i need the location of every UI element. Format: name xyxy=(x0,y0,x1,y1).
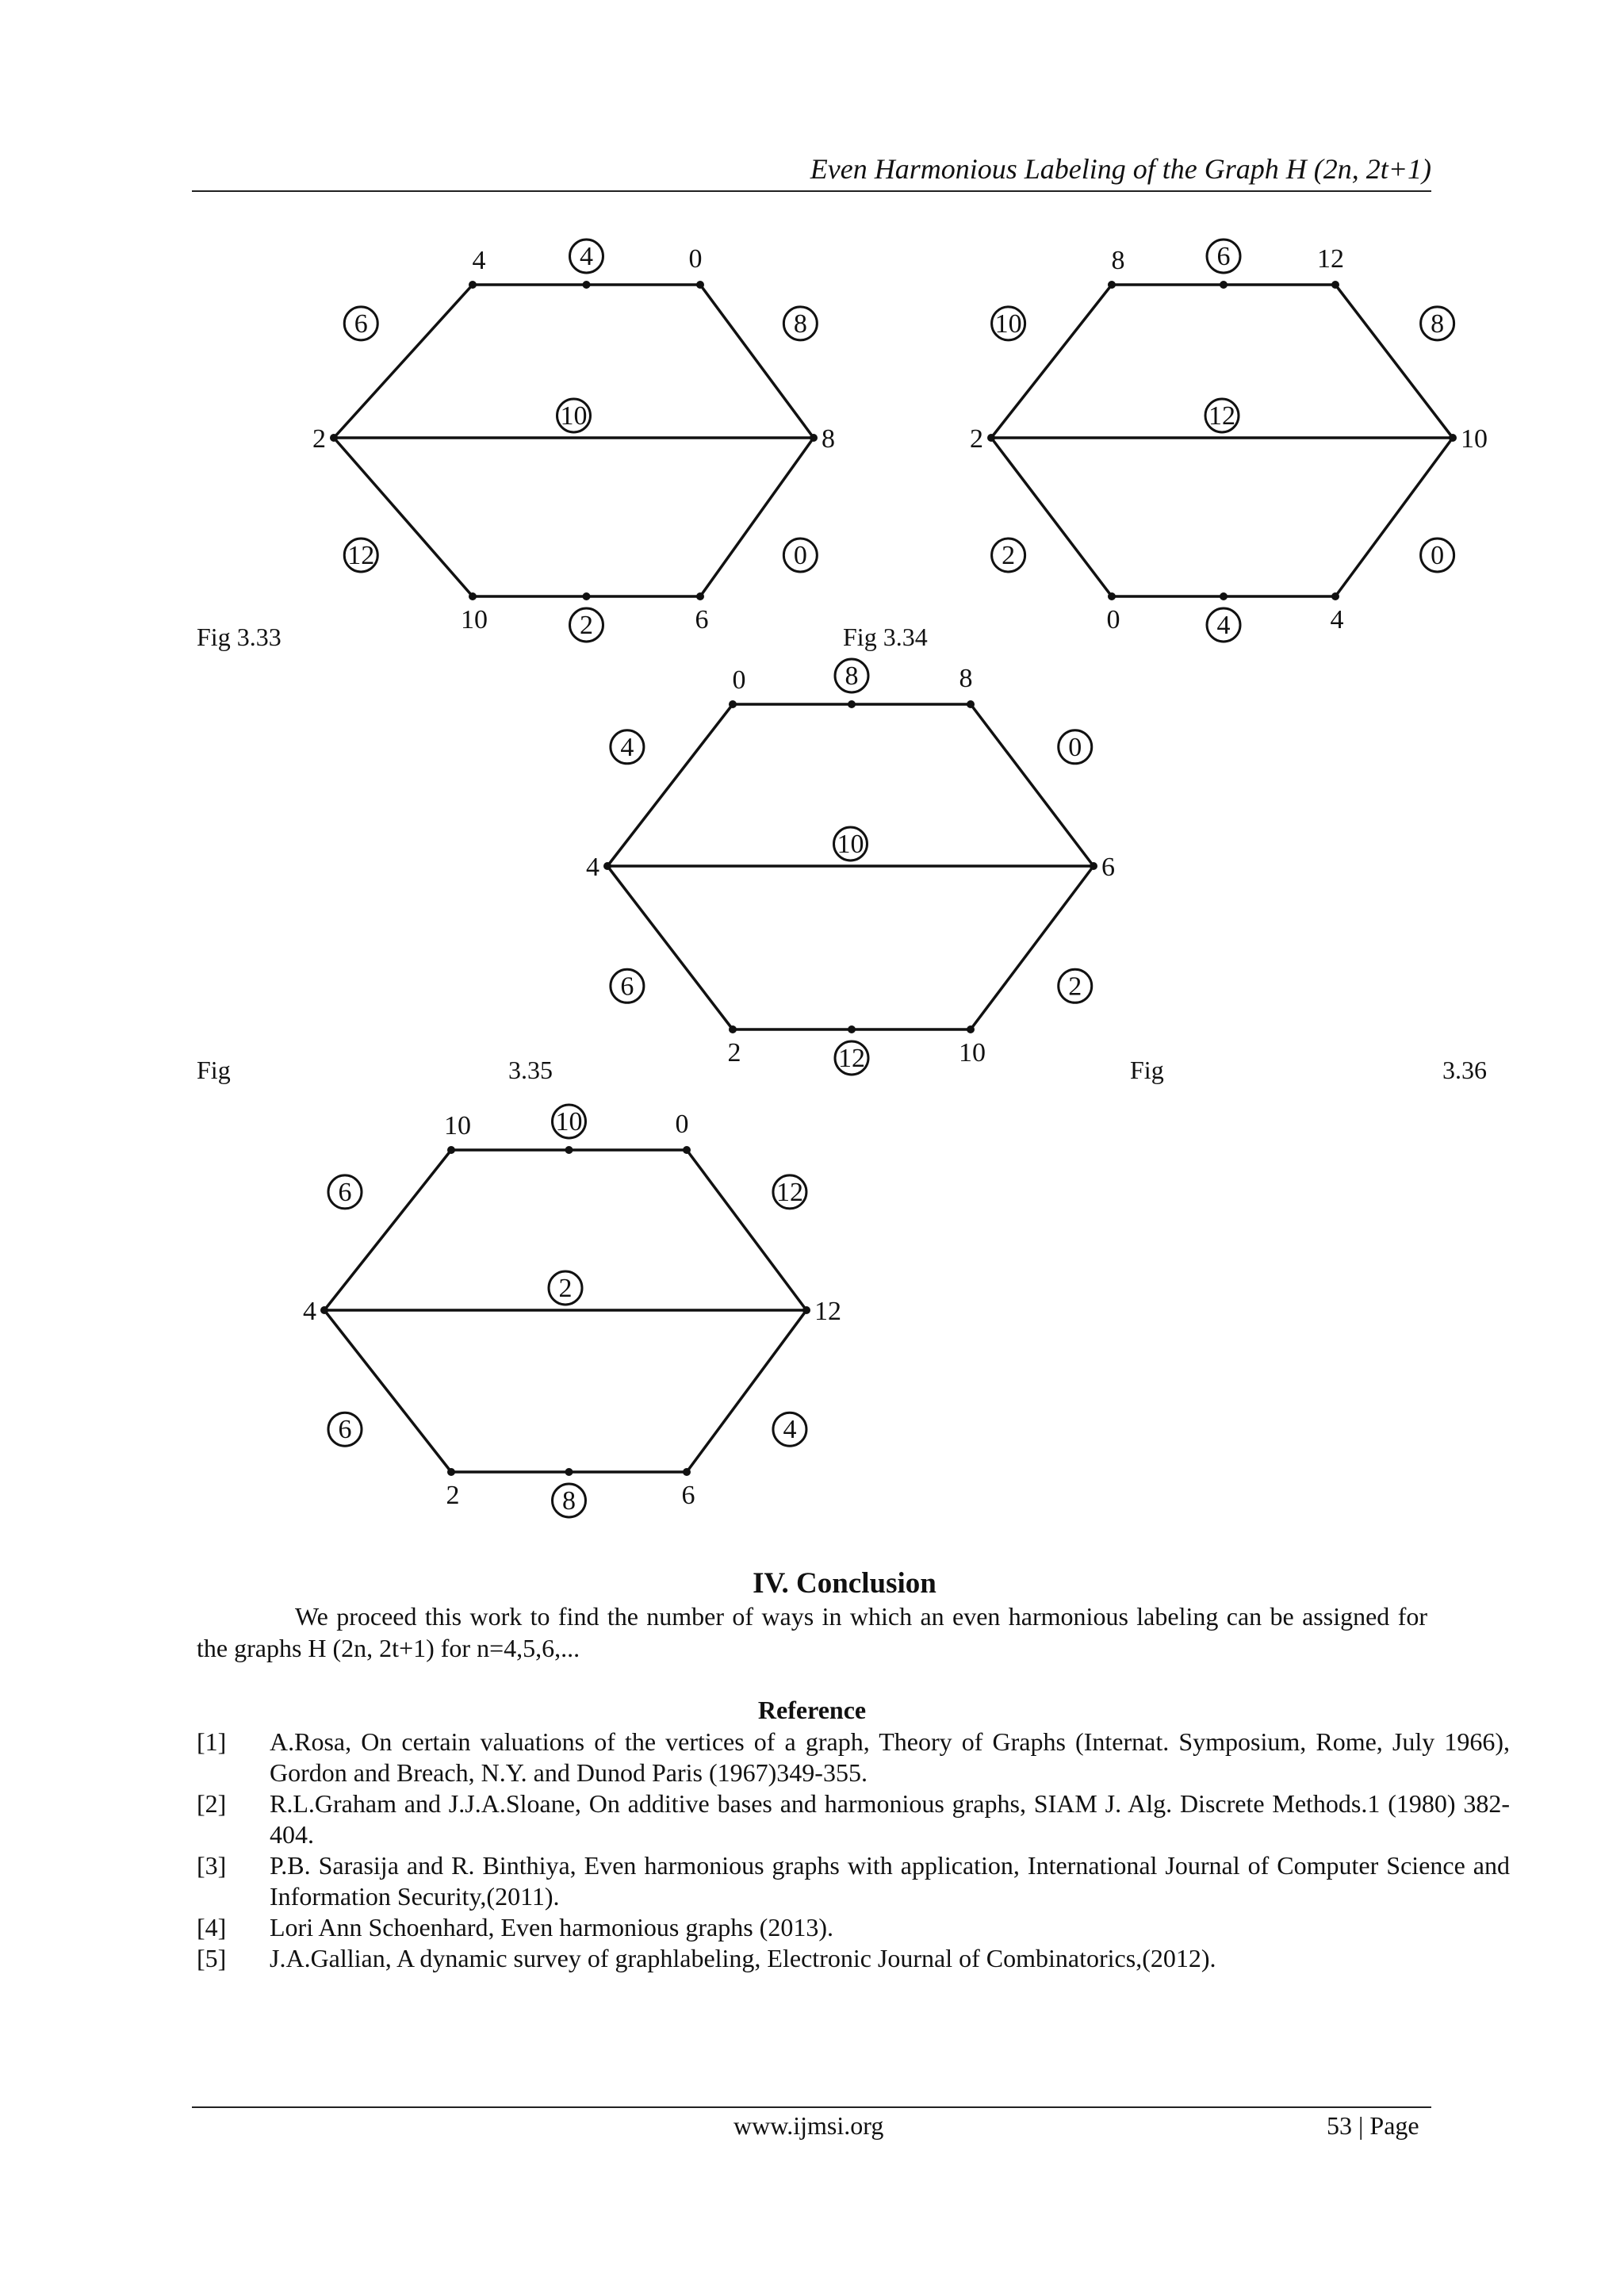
footer-page-number: 53 | Page xyxy=(1327,2111,1419,2140)
fig-3-35-edge-r-br xyxy=(971,866,1094,1029)
fig-3-35-edge-l-tl xyxy=(607,704,733,866)
reference-number: [3] xyxy=(197,1851,227,1880)
fig-3-34-vertex-dot xyxy=(987,434,995,442)
fig-3-36-vertex-label-bottom-right: 6 xyxy=(681,1481,695,1510)
fig-3-35-vertex-label-right: 6 xyxy=(1101,853,1115,882)
fig-3-35-vertex-dot xyxy=(967,700,975,708)
fig-3-35-edge-label-top-right: 0 xyxy=(1068,732,1082,762)
caption-fig-3-35-prefix: Fig xyxy=(197,1056,231,1084)
reference-text: A.Rosa, On certain valuations of the vertices of a graph, Theory of Graphs (Internat. Symposium, Rome, July 1966), Gordon and Breach, N.Y. and Dunod Paris (1967)349-355. xyxy=(270,1727,1510,1787)
fig-3-35-vertex-label-top-right: 8 xyxy=(959,664,973,693)
reference-item xyxy=(197,1727,1510,1788)
fig-3-36-edge-label-middle: 2 xyxy=(558,1274,573,1303)
fig-3-34-edge-label-top-right: 8 xyxy=(1431,309,1445,339)
fig-3-33-edge-label-bottom: 2 xyxy=(580,611,593,640)
fig-3-34-edge-label-top: 6 xyxy=(1216,242,1231,271)
fig-3-33-vertex-label-top-right: 0 xyxy=(688,244,703,274)
caption-fig-3-35-number: 3.35 xyxy=(508,1056,553,1084)
fig-3-33-vertex-dot xyxy=(469,281,477,289)
caption-fig-3-33: Fig 3.33 xyxy=(197,623,282,651)
reference-number: [1] xyxy=(197,1727,227,1756)
fig-3-34-vertex-label-left: 2 xyxy=(970,424,983,454)
fig-3-34-vertex-label-bottom-left: 0 xyxy=(1106,605,1120,634)
fig-3-34-vertex-label-right: 10 xyxy=(1461,424,1488,454)
fig-3-34-vertex-dot xyxy=(1108,281,1116,289)
fig-3-36-vertex-dot xyxy=(447,1146,455,1154)
reference-text: J.A.Gallian, A dynamic survey of graphlabeling, Electronic Journal of Combinatorics,(2012). xyxy=(270,1944,1216,1972)
fig-3-33-vertex-dot xyxy=(330,434,338,442)
fig-3-34-edge-label-bottom: 4 xyxy=(1216,611,1231,640)
fig-3-34-vertex-dot xyxy=(1220,592,1228,600)
fig-3-33-vertex-dot xyxy=(696,281,704,289)
reference-number: [2] xyxy=(197,1789,227,1818)
fig-3-36-vertex-dot xyxy=(447,1468,455,1476)
reference-heading: Reference xyxy=(757,1696,867,1724)
fig-3-33-edge-label-top-left: 6 xyxy=(354,309,368,339)
fig-3-36-edge-l-tl xyxy=(324,1150,451,1310)
fig-3-35-vertex-label-left: 4 xyxy=(586,853,599,882)
reference-item xyxy=(197,1943,1510,1974)
fig-3-34-vertex-dot xyxy=(1220,281,1228,289)
reference-number: [5] xyxy=(197,1944,227,1972)
fig-3-34-edge-label-top-left: 10 xyxy=(994,309,1022,339)
fig-3-35-edge-label-bottom-right: 2 xyxy=(1068,972,1082,1002)
fig-3-35-edge-label-top: 8 xyxy=(845,661,859,691)
fig-3-34-vertex-dot xyxy=(1449,434,1457,442)
footer-url: www.ijmsi.org xyxy=(733,2111,884,2140)
reference-item xyxy=(197,1850,1510,1912)
caption-fig-3-34: Fig 3.34 xyxy=(843,623,928,651)
fig-3-36-vertex-label-top-left: 10 xyxy=(444,1111,471,1140)
fig-3-35-vertex-dot xyxy=(603,862,611,870)
reference-number: [4] xyxy=(197,1913,227,1941)
fig-3-35-edge-label-top-left: 4 xyxy=(620,732,634,762)
fig-3-35-vertex-dot xyxy=(729,1025,737,1033)
fig-3-36-vertex-label-right: 12 xyxy=(814,1297,841,1326)
section-heading: IV. Conclusion xyxy=(753,1567,936,1600)
reference-item xyxy=(197,1912,1510,1943)
fig-3-33-edge-label-bottom-left: 12 xyxy=(347,541,375,570)
fig-3-33-edge-label-middle: 10 xyxy=(560,401,588,431)
fig-3-33-vertex-dot xyxy=(469,592,477,600)
fig-3-33-vertex-label-right: 8 xyxy=(822,424,835,454)
fig-3-36-edge-label-bottom-right: 4 xyxy=(783,1415,797,1445)
fig-3-35-vertex-dot xyxy=(729,700,737,708)
fig-3-33-edge-label-bottom-right: 0 xyxy=(793,541,807,570)
fig-3-33-vertex-dot xyxy=(583,592,591,600)
fig-3-33-vertex-dot xyxy=(583,281,591,289)
fig-3-36-vertex-label-left: 4 xyxy=(303,1297,316,1326)
fig-3-36-vertex-dot xyxy=(802,1306,810,1314)
fig-3-36-vertex-label-top-right: 0 xyxy=(675,1110,689,1139)
fig-3-36-vertex-dot xyxy=(565,1146,573,1154)
fig-3-35-edge-label-bottom: 12 xyxy=(838,1044,865,1073)
reference-text: Lori Ann Schoenhard, Even harmonious graphs (2013). xyxy=(270,1913,833,1941)
fig-3-35-edge-bl-l xyxy=(607,866,733,1029)
fig-3-36-edge-tr-r xyxy=(687,1150,806,1310)
fig-3-36-edge-label-top-left: 6 xyxy=(338,1177,352,1207)
fig-3-36-edge-label-bottom-left: 6 xyxy=(338,1415,352,1445)
fig-3-36-edge-r-br xyxy=(687,1310,806,1472)
conclusion-paragraph: We proceed this work to find the number of ways in which an even harmonious labeling can be assigned for the graphs H (2n, 2t+1) for n=4,5,6,... xyxy=(197,1602,1427,1662)
fig-3-33-vertex-label-top-left: 4 xyxy=(472,246,486,275)
fig-3-34-vertex-dot xyxy=(1108,592,1116,600)
fig-3-33-edge-bl-l xyxy=(334,438,473,596)
fig-3-35-vertex-label-bottom-right: 10 xyxy=(959,1038,986,1068)
reference-text: R.L.Graham and J.J.A.Sloane, On additive bases and harmonious graphs, SIAM J. Alg. Discrete Methods.1 (1980) 382-404. xyxy=(270,1789,1510,1849)
fig-3-35-edge-tr-r xyxy=(971,704,1094,866)
fig-3-34-vertex-label-bottom-right: 4 xyxy=(1330,605,1344,634)
caption-fig-3-36-prefix: Fig xyxy=(1130,1056,1164,1084)
fig-3-36-vertex-dot xyxy=(683,1468,691,1476)
fig-3-33-vertex-dot xyxy=(810,434,818,442)
fig-3-35-edge-label-middle: 10 xyxy=(837,830,864,859)
fig-3-33-edge-r-br xyxy=(700,438,814,596)
fig-3-34-vertex-label-top-right: 12 xyxy=(1317,244,1344,274)
fig-3-36-edge-label-top: 10 xyxy=(555,1107,583,1137)
fig-3-35-vertex-dot xyxy=(1090,862,1097,870)
fig-3-34-vertex-dot xyxy=(1331,592,1339,600)
fig-3-36-vertex-dot xyxy=(320,1306,328,1314)
fig-3-33-vertex-label-bottom-left: 10 xyxy=(461,605,488,634)
fig-3-36-edge-bl-l xyxy=(324,1310,451,1472)
fig-3-34-vertex-dot xyxy=(1331,281,1339,289)
fig-3-33-vertex-label-left: 2 xyxy=(312,424,326,454)
fig-3-36-vertex-label-bottom-left: 2 xyxy=(446,1481,460,1510)
fig-3-35-edge-label-bottom-left: 6 xyxy=(620,972,634,1002)
fig-3-33-vertex-label-bottom-right: 6 xyxy=(695,605,709,634)
fig-3-36-vertex-dot xyxy=(683,1146,691,1154)
fig-3-34-edge-label-middle: 12 xyxy=(1208,401,1235,431)
fig-3-34-vertex-label-top-left: 8 xyxy=(1111,246,1125,275)
fig-3-35-vertex-dot xyxy=(848,1025,856,1033)
reference-item xyxy=(197,1788,1510,1850)
fig-3-36-vertex-dot xyxy=(565,1468,573,1476)
fig-3-33-vertex-dot xyxy=(696,592,704,600)
running-header: Even Harmonious Labeling of the Graph H (2n, 2t+1) xyxy=(810,153,1431,185)
fig-3-33-edge-label-top: 4 xyxy=(580,242,593,271)
fig-3-33-edge-label-top-right: 8 xyxy=(793,309,807,339)
fig-3-35-vertex-dot xyxy=(848,700,856,708)
fig-3-34-edge-label-bottom-right: 0 xyxy=(1431,541,1445,570)
fig-3-34-edge-label-bottom-left: 2 xyxy=(1002,541,1016,570)
reference-text: P.B. Sarasija and R. Binthiya, Even harmonious graphs with application, International Journal of Computer Science and Information Security,(2011). xyxy=(270,1851,1510,1911)
fig-3-35-vertex-label-bottom-left: 2 xyxy=(727,1038,741,1068)
footer-rule xyxy=(192,2106,1431,2108)
fig-3-36-edge-label-top-right: 12 xyxy=(776,1177,803,1207)
fig-3-36-edge-label-bottom: 8 xyxy=(562,1486,576,1516)
fig-3-35-vertex-label-top-left: 0 xyxy=(732,665,746,695)
caption-fig-3-36-number: 3.36 xyxy=(1442,1056,1487,1084)
fig-3-35-vertex-dot xyxy=(967,1025,975,1033)
